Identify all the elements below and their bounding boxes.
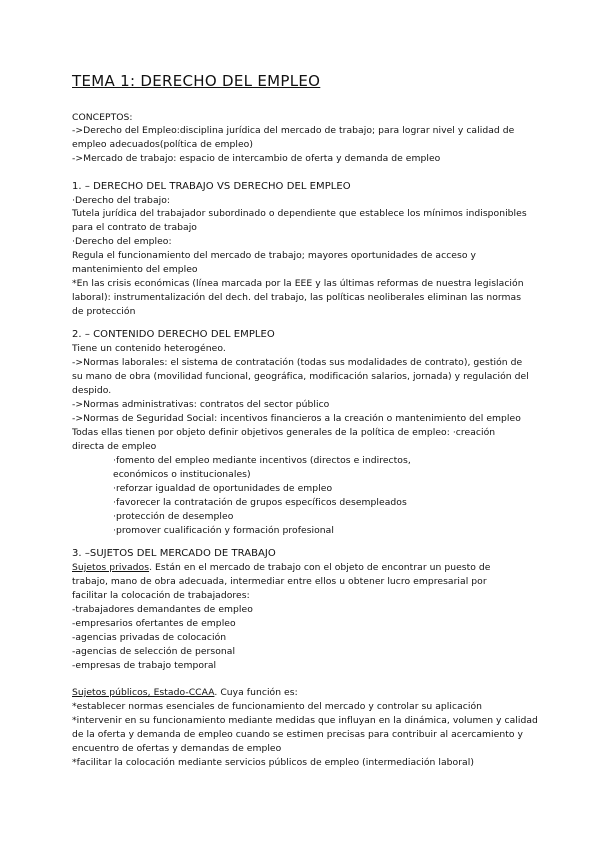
section-2-line: Todas ellas tienen por objeto definir objetivos generales de la política de empleo: ·creación [72, 427, 496, 438]
privados-line: trabajo, mano de obra adecuada, intermediar entre ellos u obtener lucro empresarial por [72, 576, 487, 587]
publicos-list-item: de la oferta y demanda de empleo cuando se estimen precisas para contribuir al acercamiento y [72, 729, 523, 740]
privados-list-item: -agencias privadas de colocación [72, 632, 227, 643]
section-2-line: Tiene un contenido heterogéneo. [72, 343, 226, 354]
conceptos-line: ->Derecho del Empleo:disciplina jurídica del mercado de trabajo; para lograr nivel y calidad de [72, 125, 515, 136]
section-2-line: directa de empleo [72, 441, 157, 452]
policy-objective-item: ·promover cualificación y formación profesional [113, 525, 334, 536]
section-1-line: *En las crisis económicas (línea marcada por la EEE y las últimas reformas de nuestra legislación [72, 278, 524, 289]
section-1-line: ·Derecho del empleo: [72, 236, 172, 247]
section-2-line: ->Normas administrativas: contratos del sector público [72, 399, 330, 410]
privados-line: facilitar la colocación de trabajadores: [72, 590, 250, 601]
privados-list-item: -empresarios ofertantes de empleo [72, 618, 236, 629]
section-2-line: ->Normas de Seguridad Social: incentivos financieros a la creación o mantenimiento del empleo [72, 413, 521, 424]
publicos-list-item: *intervenir en su funcionamiento mediante medidas que influyan en la dinámica, volumen y calidad [72, 715, 538, 726]
conceptos-heading: CONCEPTOS: [72, 112, 133, 123]
section-1-line: Tutela jurídica del trabajador subordinado o dependiente que establece los mínimos indisponibles [72, 208, 527, 219]
section-2-line: su mano de obra (movilidad funcional, geográfica, modificación salarios, jornada) y regulación del [72, 371, 529, 382]
policy-objective-item: ·protección de desempleo [113, 511, 234, 522]
section-1-line: ·Derecho del trabajo: [72, 195, 171, 206]
policy-objective-item: económicos o institucionales) [113, 469, 251, 480]
section-1-line: laboral): instrumentalización del dech. del trabajo, las políticas neoliberales eliminan las normas [72, 292, 522, 303]
privados-text: . Están en el mercado de trabajo con el objeto de encontrar un puesto de [149, 562, 491, 573]
privados-list-item: -empresas de trabajo temporal [72, 660, 217, 671]
privados-label: Sujetos privados [72, 562, 150, 573]
publicos-list-item: encuentro de ofertas y demandas de empleo [72, 743, 282, 754]
policy-objective-item: ·fomento del empleo mediante incentivos (directos e indirectos, [113, 455, 411, 466]
publicos-list-item: *establecer normas esenciales de funcionamiento del mercado y controlar su aplicación [72, 701, 482, 712]
publicos-line [72, 686, 298, 699]
section-1-line: Regula el funcionamiento del mercado de trabajo; mayores oportunidades de acceso y [72, 250, 476, 261]
section-2-line: despido. [72, 385, 112, 396]
privados-line [72, 561, 491, 574]
section-1-line: mantenimiento del empleo [72, 264, 198, 275]
section-1-heading: 1. – DERECHO DEL TRABAJO VS DERECHO DEL EMPLEO [72, 181, 351, 192]
section-1-line: de protección [72, 306, 136, 317]
policy-objective-item: ·favorecer la contratación de grupos específicos desempleados [113, 497, 407, 508]
privados-list-item: -agencias de selección de personal [72, 646, 236, 657]
section-2-line: ->Normas laborales: el sistema de contratación (todas sus modalidades de contrato), gestión de [72, 357, 523, 368]
publicos-text: . Cuya función es: [214, 687, 298, 698]
section-2-heading: 2. – CONTENIDO DERECHO DEL EMPLEO [72, 329, 275, 340]
privados-list-item: -trabajadores demandantes de empleo [72, 604, 253, 615]
policy-objective-item: ·reforzar igualdad de oportunidades de empleo [113, 483, 333, 494]
conceptos-line: ->Mercado de trabajo: espacio de intercambio de oferta y demanda de empleo [72, 153, 441, 164]
conceptos-line: empleo adecuados(política de empleo) [72, 139, 253, 150]
publicos-label: Sujetos públicos, Estado-CCAA [72, 687, 215, 698]
section-1-line: para el contrato de trabajo [72, 222, 197, 233]
section-3-heading: 3. –SUJETOS DEL MERCADO DE TRABAJO [72, 548, 276, 559]
publicos-list-item: *facilitar la colocación mediante servicios públicos de empleo (intermediación laboral) [72, 757, 474, 768]
document-title: TEMA 1: DERECHO DEL EMPLEO [72, 72, 321, 90]
